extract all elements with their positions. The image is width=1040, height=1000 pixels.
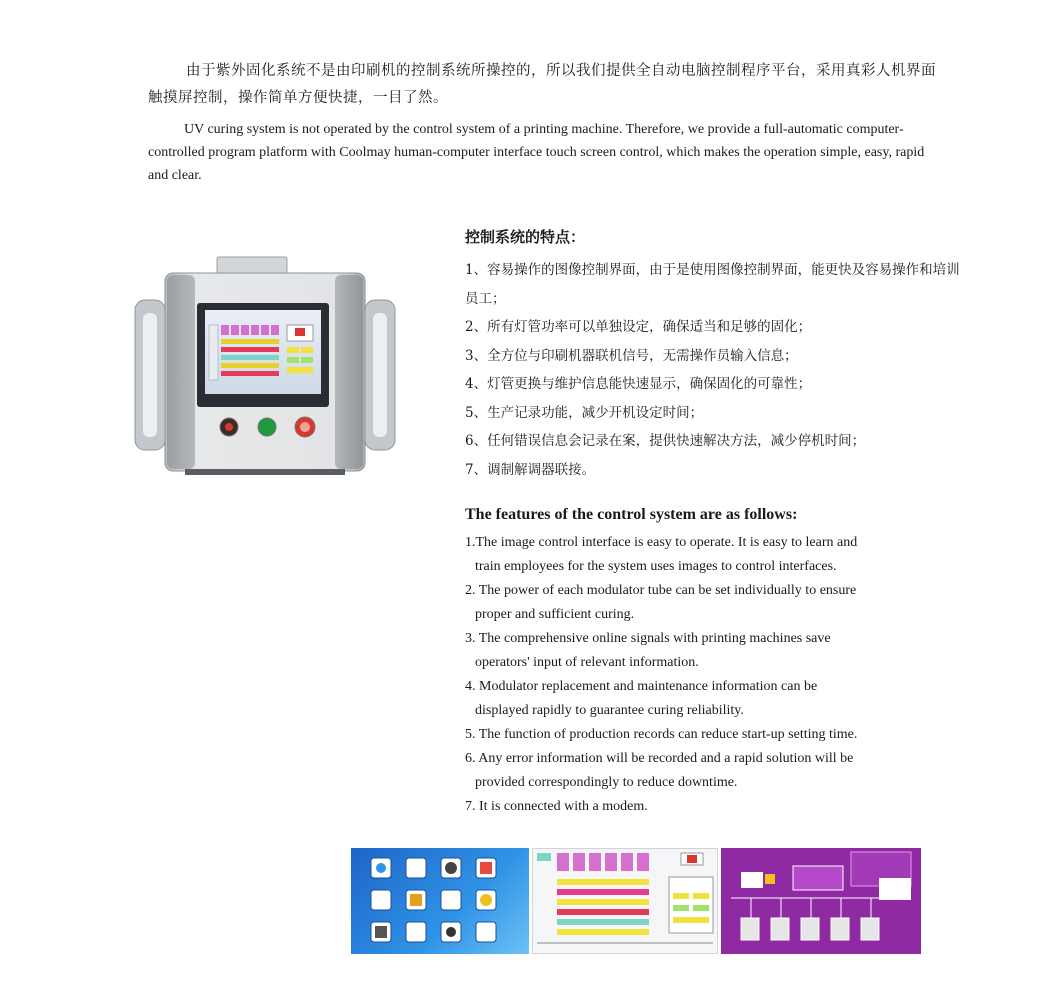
icon-menu-screen-illustration: [351, 848, 529, 954]
intro-chinese-paragraph: [148, 58, 938, 112]
list-item: [465, 579, 925, 627]
list-item: [465, 723, 925, 747]
list-item-line: 2. The power of each modulator tube can be set individually to ensure: [465, 583, 857, 598]
list-item-line: operators' input of relevant information.: [475, 655, 699, 670]
system-diagram-screen-illustration: [721, 848, 921, 954]
features-english-title: The features of the control system are as follows:: [465, 506, 798, 523]
list-item-line: train employees for the system uses images to control interfaces.: [475, 559, 837, 574]
list-item-line: provided correspondingly to reduce downtime.: [475, 775, 738, 790]
list-item: 6、任何错误信息会记录在案，提供快速解决方法，减少停机时间；: [465, 433, 866, 449]
features-chinese-list: [465, 256, 965, 484]
thumbnail-lamp-control-screen: [532, 848, 718, 954]
list-item: 5、生产记录功能，减少开机设定时间；: [465, 404, 704, 421]
list-item: 7、调制解调器联接。: [465, 461, 596, 478]
list-item-line: proper and sufficient curing.: [475, 607, 635, 622]
control-panel-device-image: [125, 255, 405, 505]
thumbnail-icon-menu-screen: [351, 848, 529, 954]
list-item-line: 4. Modulator replacement and maintenance information can be: [465, 679, 818, 694]
list-item-line: 7. It is connected with a modem.: [465, 799, 648, 814]
list-item: 2、所有灯管功率可以单独设定，确保适当和足够的固化；: [465, 319, 812, 335]
lamp-control-screen-illustration: [533, 849, 719, 955]
list-item: [465, 675, 925, 723]
list-item: [465, 531, 925, 579]
control-panel-illustration: [125, 255, 405, 505]
intro-english-text: UV curing system is not operated by the control system of a printing machine. Therefore, we provide a full-automatic computer-controlled program platform with Coolmay human-computer interface touch screen control, which makes the operation simple, easy, rapid and clear.: [148, 122, 925, 183]
list-item-line: 3. The comprehensive online signals with printing machines save: [465, 631, 831, 646]
list-item: 3、全方位与印刷机器联机信号，无需操作员输入信息；: [465, 347, 798, 364]
list-item-line: 6. Any error information will be recorded and a rapid solution will be: [465, 751, 854, 766]
list-item-line: displayed rapidly to guarantee curing reliability.: [475, 703, 744, 718]
features-english-list: [465, 531, 925, 819]
intro-chinese-text: 由于紫外固化系统不是由印刷机的控制系统所操控的，所以我们提供全自动电脑控制程序平台，采用真彩人机界面触摸屏控制，操作简单方便快捷，一目了然。: [148, 63, 936, 106]
list-item-line: 5. The function of production records can reduce start-up setting time.: [465, 727, 858, 742]
list-item: [465, 627, 925, 675]
list-item: [465, 795, 925, 819]
intro-english-paragraph: [148, 118, 938, 187]
features-chinese-title: 控制系统的特点：: [465, 228, 586, 246]
list-item: 4、灯管更换与维护信息能快速显示，确保固化的可靠性；: [465, 376, 812, 392]
list-item-line: 1.The image control interface is easy to operate. It is easy to learn and: [465, 535, 858, 550]
thumbnail-system-diagram-screen: [721, 848, 921, 954]
list-item: 1、容易操作的图像控制界面，由于是使用图像控制界面，能更快及容易操作和培训员工；: [465, 262, 960, 307]
list-item: [465, 747, 925, 795]
